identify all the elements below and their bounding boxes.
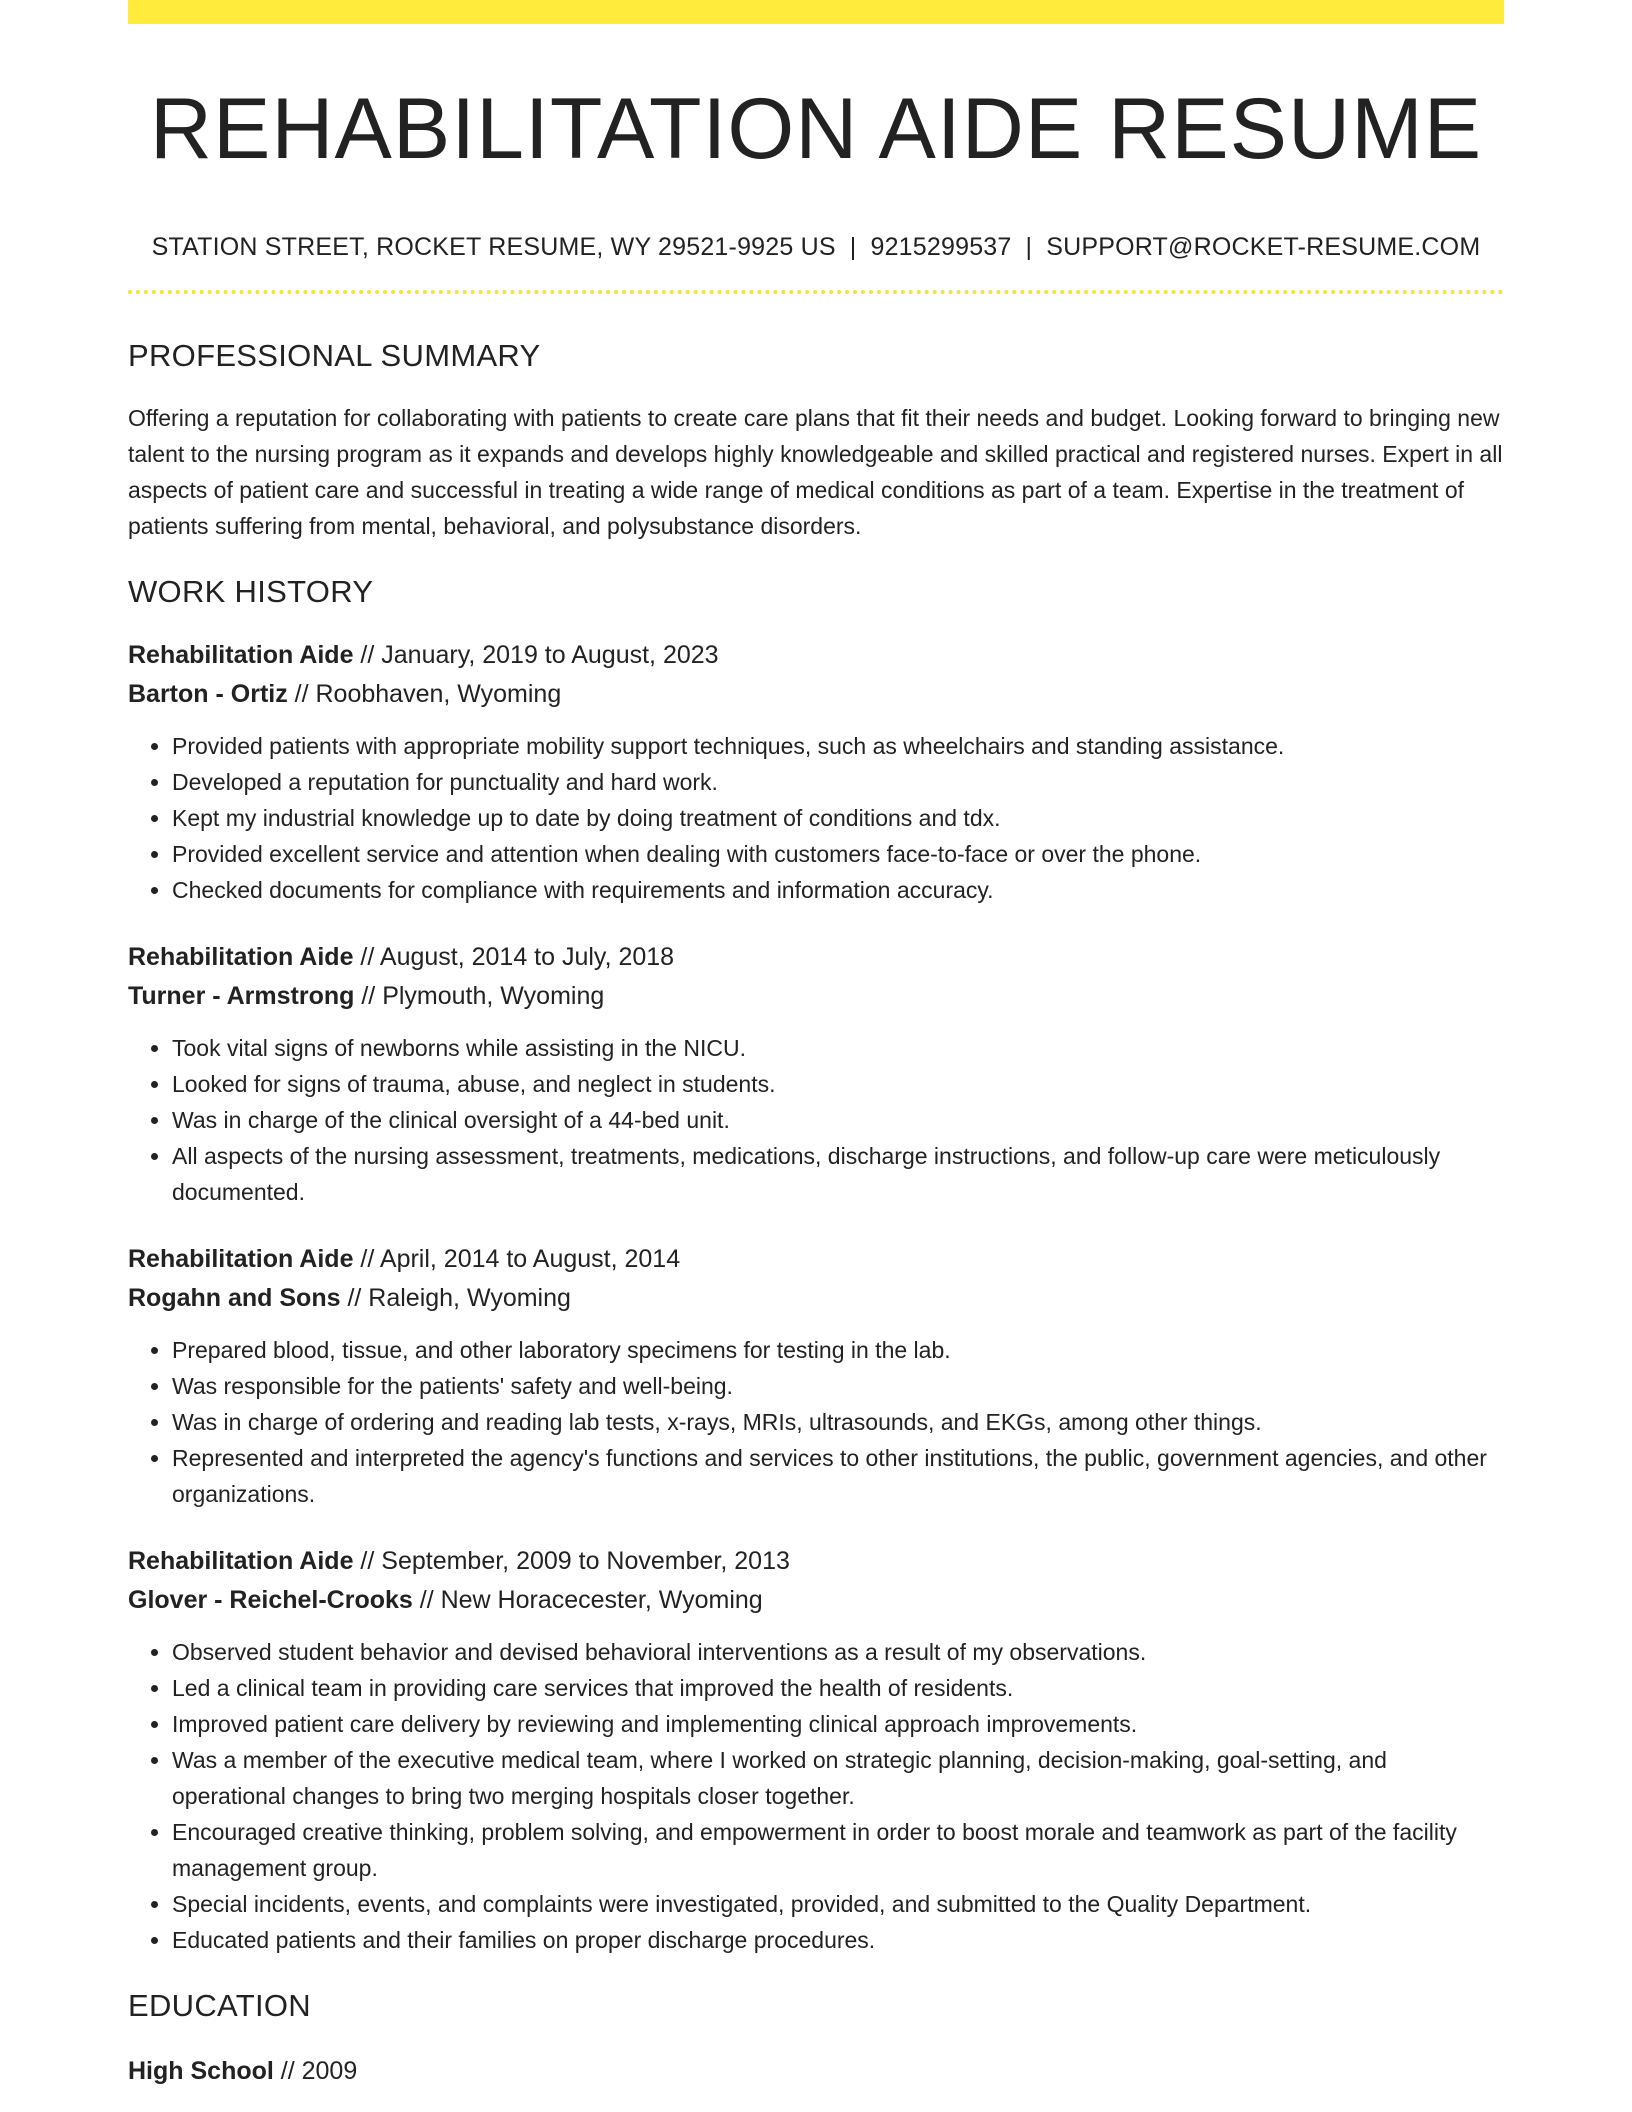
job-role: Rehabilitation Aide (128, 942, 354, 971)
contact-email: SUPPORT@ROCKET-RESUME.COM (1046, 232, 1481, 261)
list-item: • Was responsible for the patients' safety and well-being. (172, 1368, 1504, 1404)
job-entry (128, 1240, 1504, 1512)
job-role: Rehabilitation Aide (128, 640, 354, 669)
job-dates: // September, 2009 to November, 2013 (353, 1546, 790, 1575)
list-item: • Checked documents for compliance with requirements and information accuracy. (172, 872, 1504, 908)
summary-heading: PROFESSIONAL SUMMARY (128, 337, 541, 373)
job-role-line (128, 938, 1504, 977)
job-dates: // April, 2014 to August, 2014 (353, 1244, 681, 1273)
list-item: • Improved patient care delivery by reviewing and implementing clinical approach improvements. (172, 1706, 1504, 1742)
contact-separator: | (849, 232, 857, 261)
list-item: • Was a member of the executive medical team, where I worked on strategic planning, decision-making, goal-setting, and operational changes to bring two merging hospitals closer together. (172, 1742, 1504, 1814)
list-item: • Provided excellent service and attention when dealing with customers face-to-face or over the phone. (172, 836, 1504, 872)
list-item: • Was in charge of the clinical oversight of a 44-bed unit. (172, 1102, 1504, 1138)
list-item: • Represented and interpreted the agency's functions and services to other institutions, the public, government agencies, and other organizations. (172, 1440, 1504, 1512)
list-item: • Led a clinical team in providing care services that improved the health of residents. (172, 1670, 1504, 1706)
list-item: • Took vital signs of newborns while assisting in the NICU. (172, 1030, 1504, 1066)
job-role: Rehabilitation Aide (128, 1244, 354, 1273)
education-year: // 2009 (273, 2056, 358, 2085)
job-company: Rogahn and Sons (128, 1283, 341, 1312)
list-item: • Was in charge of ordering and reading lab tests, x-rays, MRIs, ultrasounds, and EKGs, among other things. (172, 1404, 1504, 1440)
contact-address: STATION STREET, ROCKET RESUME, WY 29521-9925 US (151, 232, 836, 261)
header-divider (128, 290, 1504, 294)
work-history-heading: WORK HISTORY (128, 573, 374, 609)
job-entry (128, 636, 1504, 908)
list-item: • Developed a reputation for punctuality and hard work. (172, 764, 1504, 800)
education-heading: EDUCATION (128, 1987, 311, 2023)
list-item: • Prepared blood, tissue, and other laboratory specimens for testing in the lab. (172, 1332, 1504, 1368)
job-bullets (128, 728, 1504, 908)
list-item: • Encouraged creative thinking, problem solving, and empowerment in order to boost morale and teamwork as part of the facility management group. (172, 1814, 1504, 1886)
summary-text: Offering a reputation for collaborating with patients to create care plans that fit their needs and budget. Looking forward to bringing new talent to the nursing program as it expands and develops highly knowledgeable and skilled practical and registered nurses. Expert in all aspects of patient care and successful in treating a wide range of medical conditions as part of a team. Expertise in the treatment of patients suffering from mental, behavioral, and polysubstance disorders. (128, 404, 1503, 539)
education-entry (128, 2052, 1504, 2091)
job-company: Turner - Armstrong (128, 981, 355, 1010)
accent-bar (128, 0, 1504, 24)
contact-line (128, 233, 1504, 262)
job-role-line (128, 1542, 1504, 1581)
job-location: // Raleigh, Wyoming (340, 1283, 571, 1312)
job-location: // New Horacecester, Wyoming (412, 1585, 763, 1614)
list-item: • Kept my industrial knowledge up to date by doing treatment of conditions and tdx. (172, 800, 1504, 836)
list-item: • Provided patients with appropriate mobility support techniques, such as wheelchairs and standing assistance. (172, 728, 1504, 764)
list-item: • Observed student behavior and devised behavioral interventions as a result of my observations. (172, 1634, 1504, 1670)
job-bullets (128, 1030, 1504, 1210)
resume-title: REHABILITATION AIDE RESUME (149, 81, 1483, 177)
job-company-line (128, 1581, 1504, 1620)
list-item: • Educated patients and their families on proper discharge procedures. (172, 1922, 1504, 1958)
job-bullets (128, 1332, 1504, 1512)
list-item: • All aspects of the nursing assessment, treatments, medications, discharge instructions, and follow-up care were meticulously documented. (172, 1138, 1504, 1210)
job-location: // Plymouth, Wyoming (354, 981, 605, 1010)
job-dates: // January, 2019 to August, 2023 (353, 640, 719, 669)
job-company-line (128, 1279, 1504, 1318)
job-company-line (128, 675, 1504, 714)
contact-separator: | (1025, 232, 1033, 261)
list-item: • Looked for signs of trauma, abuse, and neglect in students. (172, 1066, 1504, 1102)
job-company: Barton - Ortiz (128, 679, 288, 708)
education-degree: High School (128, 2056, 274, 2085)
job-bullets (128, 1634, 1504, 1958)
job-entry (128, 1542, 1504, 1958)
job-role-line (128, 1240, 1504, 1279)
job-role: Rehabilitation Aide (128, 1546, 354, 1575)
contact-phone: 9215299537 (870, 232, 1012, 261)
job-role-line (128, 636, 1504, 675)
resume-page (128, 0, 1504, 2091)
job-entry (128, 938, 1504, 1210)
list-item: • Special incidents, events, and complaints were investigated, provided, and submitted to the Quality Department. (172, 1886, 1504, 1922)
job-dates: // August, 2014 to July, 2018 (353, 942, 675, 971)
job-company-line (128, 977, 1504, 1016)
job-company: Glover - Reichel-Crooks (128, 1585, 413, 1614)
job-location: // Roobhaven, Wyoming (287, 679, 562, 708)
